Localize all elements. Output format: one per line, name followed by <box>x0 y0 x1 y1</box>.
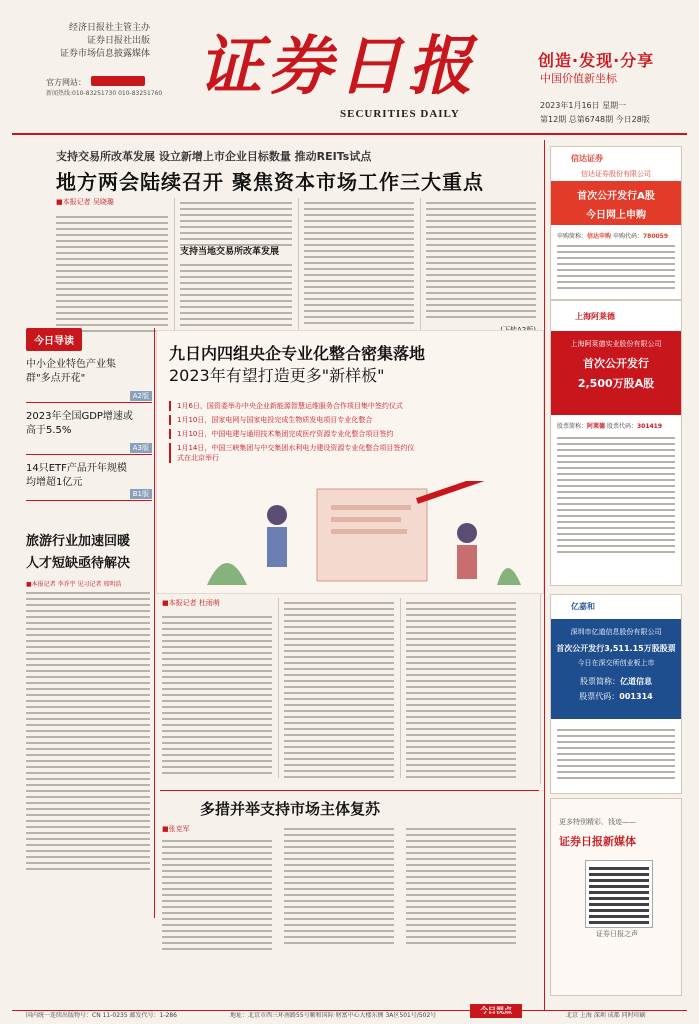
ad-banner <box>551 181 681 225</box>
official-site[interactable] <box>46 70 156 86</box>
lead-byline: ■本报记者 吴晓璐 <box>56 198 114 206</box>
official-site-label: 官方网站： <box>46 78 86 87</box>
lead-col-4 <box>426 198 536 333</box>
new-media-promo[interactable] <box>550 798 682 996</box>
document-line <box>331 529 407 534</box>
column-divider <box>278 598 279 778</box>
ad-headline: 今日在深交所创业板上市 <box>577 659 655 667</box>
ipo-ad[interactable] <box>550 146 682 300</box>
qr-caption: 证券日报之声 <box>596 930 638 938</box>
bottom-story-byline: ■张克军 <box>162 825 190 833</box>
bottom-story-title[interactable]: 多措并举支持市场主体复苏 <box>200 800 381 818</box>
timeline-item: 1月10日，中国电建与通用技术集团完成医疗资源专业化整合项目签约 <box>169 429 417 439</box>
col2-subhead: 支持当地交易所改革发展 <box>180 247 280 257</box>
timeline-item: 1月10日，国家电网与国家电投完成生物质发电项目专业化整合 <box>169 415 417 425</box>
ad-banner <box>551 331 681 415</box>
ad-brand: 亿嘉和 <box>571 602 595 611</box>
publisher-line: 经济日报社主管主办 <box>68 23 150 33</box>
today-guide-title: 今日导读 <box>26 328 82 351</box>
guide-item-page: A2版 <box>130 391 152 401</box>
ad-short-value: 阿莱德 <box>587 423 606 430</box>
ad-code-label: 股票代码： <box>579 692 620 701</box>
timeline-item: 1月14日，中国三峡集团与中交集团水利电力建设资源专业化整合项目签约仪式在北京举行 <box>169 443 417 463</box>
slogan-sub: 中国价值新坐标 <box>540 72 617 85</box>
ad-short-row <box>551 676 681 687</box>
ad-short-row <box>557 231 668 240</box>
promo-line: 更多特别精彩、钱迹—— <box>559 818 636 826</box>
left-story-title-1[interactable]: 旅游行业加速回暖 <box>26 534 131 549</box>
masthead-rule <box>12 133 687 135</box>
document-line <box>331 505 411 510</box>
ipo-ad[interactable] <box>550 594 682 794</box>
left-story-byline: ■本报记者 李乔宇 见习记者 邢明浩 <box>26 581 122 588</box>
ad-banner <box>551 619 681 719</box>
feature-block <box>156 330 544 594</box>
column-divider <box>298 198 299 333</box>
slogan: 创造·发现·分享 <box>538 51 655 70</box>
feature-illustration <box>187 481 527 589</box>
left-story-body <box>26 592 150 870</box>
today-guide <box>26 328 152 500</box>
plant-icon <box>497 568 521 585</box>
feature-body-col <box>162 612 272 778</box>
bottom-body-col <box>284 824 394 948</box>
figure-body <box>267 527 287 567</box>
ad-code-label: 申购代码： <box>612 233 643 240</box>
masthead-title-en: SECURITIES DAILY <box>340 108 460 120</box>
feature-body-col <box>284 598 394 782</box>
promo-title: 证券日报新媒体 <box>559 835 636 848</box>
footer-mid: 地址：北京市西三环南路55号顺和国际·财富中心大楼东侧 3A区501号/502号 <box>230 1012 437 1019</box>
guide-item-page: B1版 <box>130 489 152 499</box>
publisher-line: 证券日报社出版 <box>86 36 150 46</box>
publisher-block <box>46 22 150 61</box>
bottom-body-col <box>406 824 516 948</box>
masthead <box>0 0 699 140</box>
feature-timeline <box>169 401 417 463</box>
qr-code[interactable] <box>586 861 652 927</box>
guide-item-text: 2023年全国GDP增速或高于5.5% <box>26 411 133 436</box>
ad-headline: 首次公开发行 <box>583 357 649 370</box>
lead-kicker: 支持交易所改革发展 设立新增上市企业目标数量 推动REITs试点 <box>56 150 372 163</box>
issue-date: 2023年1月16日 星期一 <box>540 101 627 110</box>
column-divider <box>420 198 421 333</box>
ad-code-label: 股票代码： <box>606 423 637 430</box>
bottom-body-col <box>162 836 272 954</box>
feature-title-1[interactable]: 九日内四组央企专业化整合密集落地 <box>169 344 426 363</box>
ad-code-value: 301419 <box>636 423 663 430</box>
news-hotline: 新闻热线:010-83251730 010-83251760 <box>46 90 163 97</box>
ipo-ad[interactable] <box>550 300 682 586</box>
right-rail-divider <box>544 140 545 1010</box>
guide-item[interactable] <box>26 410 152 455</box>
figure-head <box>267 505 287 525</box>
feature-byline: ■本报记者 杜雨萌 <box>162 599 220 607</box>
section-rule <box>160 790 539 791</box>
column-divider <box>540 594 541 784</box>
ad-company: 信达证券股份有限公司 <box>581 170 651 178</box>
document-line <box>331 517 401 522</box>
plant-icon <box>207 563 247 585</box>
ad-company: 上海阿莱德实业股份有限公司 <box>570 340 662 348</box>
lead-col-3 <box>304 198 414 333</box>
lead-col-2 <box>180 198 292 333</box>
guide-item-text: 14只ETF产品开年规模均增超1亿元 <box>26 463 127 488</box>
footer-rule <box>12 1010 687 1011</box>
column-divider <box>174 198 175 333</box>
left-story <box>26 530 152 910</box>
ad-short-label: 股票简称： <box>580 677 620 686</box>
ad-short-value: 亿道信息 <box>620 677 652 686</box>
feature-title-2[interactable]: 2023年有望打造更多"新样板" <box>169 366 385 385</box>
left-story-title-2[interactable]: 人才短缺亟待解决 <box>26 556 131 571</box>
masthead-title: 证券日报 <box>198 29 478 104</box>
issue-info: 第12期 总第6748期 今日28版 <box>540 115 650 124</box>
website-logo <box>91 76 145 86</box>
lead-title[interactable]: 地方两会陆续召开 聚焦资本市场工作三大重点 <box>56 170 484 194</box>
ad-brand: 上海阿莱德 <box>575 312 615 321</box>
ad-short-label: 股票简称： <box>557 423 588 430</box>
ad-headline: 今日网上申购 <box>586 210 646 221</box>
ad-headline: 首次公开发行A股 <box>577 191 655 202</box>
ad-short-value: 信达申购 <box>587 233 612 240</box>
guide-item-text: 中小企业特色产业集群"多点开花" <box>26 359 116 384</box>
guide-item-page: A3版 <box>130 443 152 453</box>
lead-col-1 <box>56 198 168 333</box>
publisher-line: 证券市场信息披露媒体 <box>59 49 150 59</box>
guide-item[interactable] <box>26 358 152 403</box>
feature-body-col <box>406 598 516 782</box>
left-rail-divider <box>154 328 155 918</box>
figure-head <box>457 523 477 543</box>
document-shape <box>317 489 427 581</box>
ad-company: 深圳市亿道信息股份有限公司 <box>570 628 662 636</box>
timeline-item: 1月6日，国资委举办中央企业新能源智慧运维服务合作项目集中签约仪式 <box>169 401 417 411</box>
column-divider <box>400 598 401 778</box>
ad-brand: 信达证券 <box>571 154 603 163</box>
footer-left: 国内统一连续出版物号：CN 11-0235 邮发代号：1-286 <box>26 1012 177 1019</box>
ad-short-row <box>557 421 662 430</box>
footer-right: 北京 上海 深圳 成都 同时印刷 <box>566 1012 646 1019</box>
ad-short-label: 申购简称： <box>557 233 588 240</box>
ad-code-row <box>551 691 681 702</box>
ad-code-value: 780059 <box>642 233 669 240</box>
ad-headline: 首次公开发行3,511.15万股股票 <box>556 644 676 653</box>
figure-body <box>457 545 477 579</box>
guide-item[interactable] <box>26 462 152 501</box>
today-guide-header <box>26 328 152 350</box>
ad-code-value: 001314 <box>619 692 653 701</box>
ad-headline: 2,500万股A股 <box>577 377 655 390</box>
